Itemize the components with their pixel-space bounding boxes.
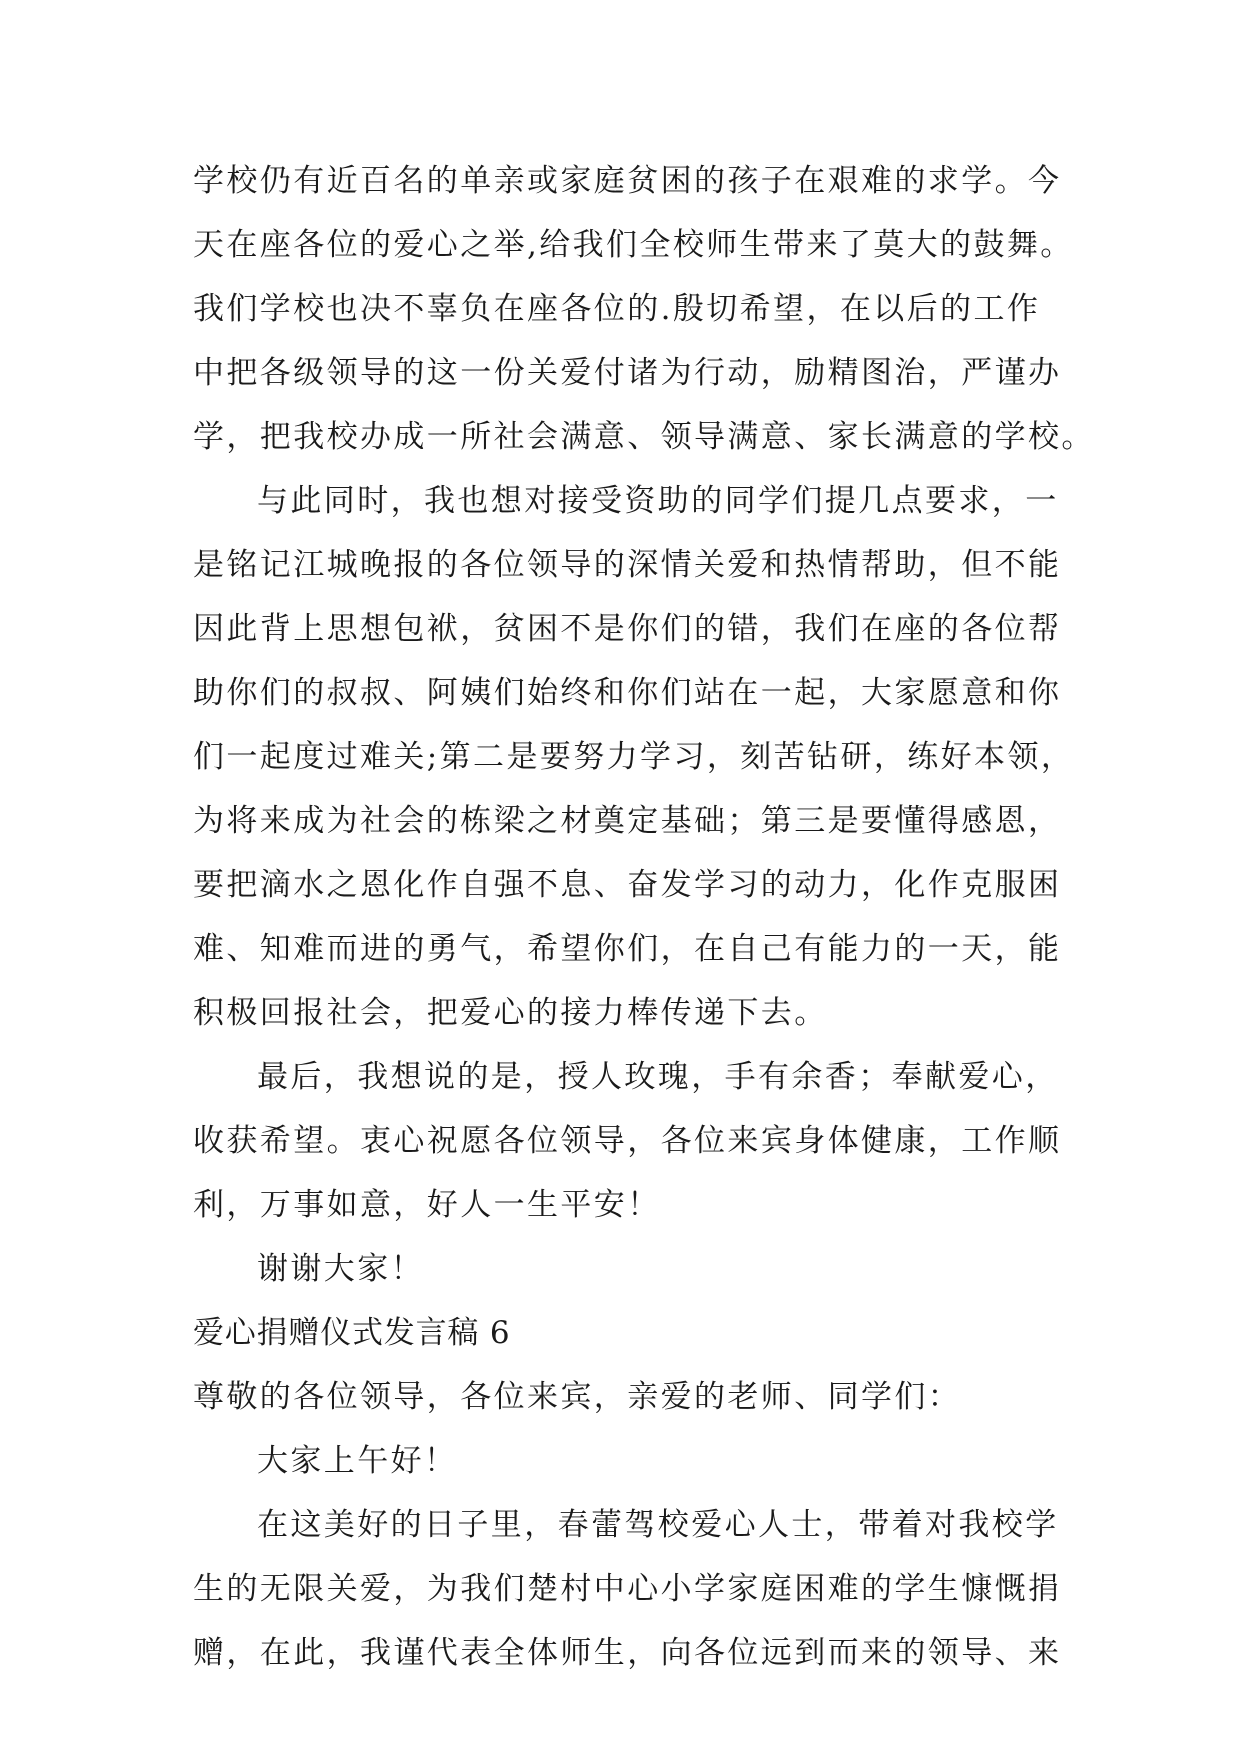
paragraph-line: 赠，在此，我谨代表全体师生，向各位远到而来的领导、来	[193, 1635, 1062, 1671]
paragraph-line: 因此背上思想包袱，贫困不是你们的错，我们在座的各位帮	[193, 611, 1062, 647]
section-heading: 爱心捐赠仪式发言稿 6	[193, 1315, 511, 1351]
paragraph-line: 我们学校也决不辜负在座各位的.殷切希望，在以后的工作	[193, 291, 1041, 327]
paragraph-line: 为将来成为社会的栋梁之材奠定基础；第三是要懂得感恩，	[193, 803, 1062, 839]
paragraph-line: 学校仍有近百名的单亲或家庭贫困的孩子在艰难的求学。今	[193, 163, 1062, 199]
paragraph-line: 们一起度过难关;第二是要努力学习，刻苦钻研，练好本领，	[193, 739, 1075, 775]
paragraph-line: 谢谢大家！	[257, 1251, 424, 1287]
paragraph-line: 要把滴水之恩化作自强不息、奋发学习的动力，化作克服困	[193, 867, 1062, 903]
paragraph-line: 生的无限关爱，为我们楚村中心小学家庭困难的学生慷慨捐	[193, 1571, 1062, 1607]
paragraph-line: 助你们的叔叔、阿姨们始终和你们站在一起，大家愿意和你	[193, 675, 1062, 711]
paragraph-line: 在这美好的日子里，春蕾驾校爱心人士，带着对我校学	[257, 1507, 1059, 1543]
paragraph-line: 中把各级领导的这一份关爱付诸为行动，励精图治，严谨办	[193, 355, 1062, 391]
paragraph-line: 收获希望。衷心祝愿各位领导，各位来宾身体健康，工作顺	[193, 1123, 1062, 1159]
paragraph-line: 学，把我校办成一所社会满意、领导满意、家长满意的学校。	[193, 419, 1095, 455]
salutation-line: 尊敬的各位领导，各位来宾，亲爱的老师、同学们：	[193, 1379, 962, 1415]
paragraph-line: 积极回报社会，把爱心的接力棒传递下去。	[193, 995, 828, 1031]
paragraph-line: 天在座各位的爱心之举,给我们全校师生带来了莫大的鼓舞。	[193, 227, 1074, 263]
greeting-line: 大家上午好！	[257, 1443, 458, 1479]
paragraph-line: 是铭记江城晚报的各位领导的深情关爱和热情帮助，但不能	[193, 547, 1062, 583]
paragraph-line: 最后，我想说的是，授人玫瑰，手有余香；奉献爱心，	[257, 1059, 1059, 1095]
paragraph-line: 利，万事如意，好人一生平安！	[193, 1187, 661, 1223]
paragraph-line: 与此同时，我也想对接受资助的同学们提几点要求，一	[257, 483, 1059, 519]
paragraph-line: 难、知难而进的勇气，希望你们，在自己有能力的一天，能	[193, 931, 1062, 967]
